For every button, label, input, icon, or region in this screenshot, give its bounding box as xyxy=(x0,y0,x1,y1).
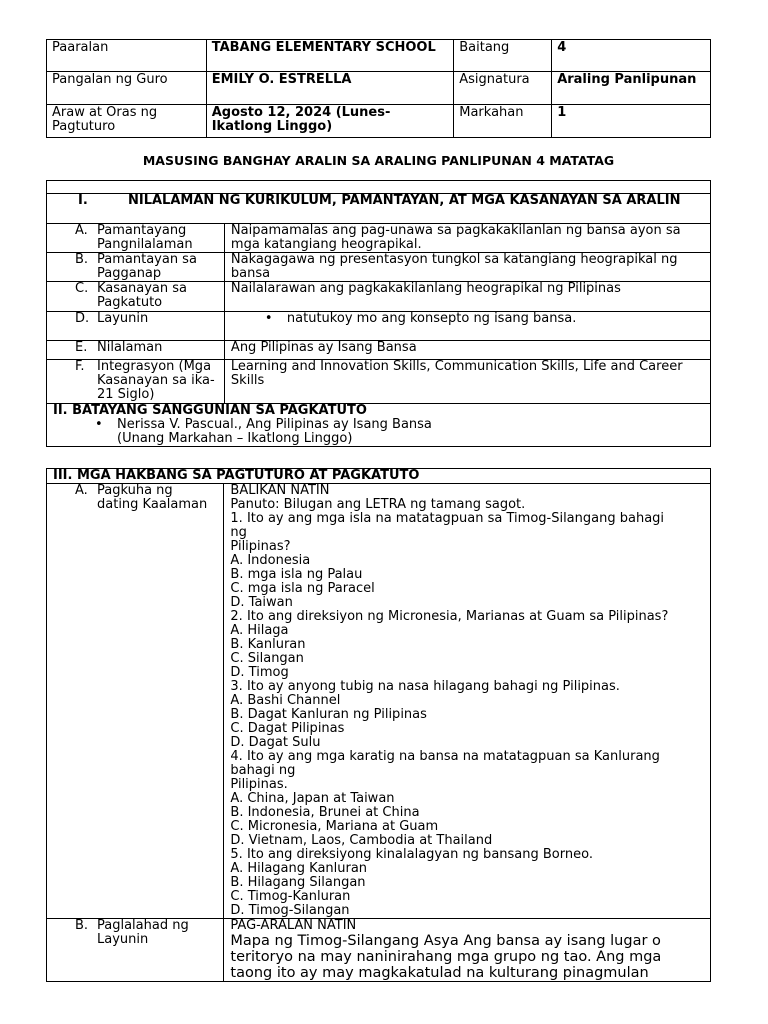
teacher-value: EMILY O. ESTRELLA xyxy=(206,72,454,105)
review-line: D. Timog xyxy=(230,665,289,680)
review-line: Pilipinas? xyxy=(230,539,291,554)
review-line: C. Micronesia, Mariana at Guam xyxy=(230,819,439,834)
row-label: Pagkuha ng dating Kaalaman xyxy=(97,483,208,512)
bullet-icon: • xyxy=(264,311,273,326)
review-line: A. Hilaga xyxy=(230,623,289,638)
review-line: B. Dagat Kanluran ng Pilipinas xyxy=(230,707,427,722)
review-line: C. mga isla ng Paracel xyxy=(230,581,375,596)
row-label: Kasanayan sa Pagkatuto xyxy=(97,281,187,310)
row-letter: F. xyxy=(75,359,85,374)
date-value: Agosto 12, 2024 (Lunes- Ikatlong Linggo) xyxy=(206,105,454,138)
review-line: BALIKAN NATIN xyxy=(230,483,330,498)
review-line: 4. Ito ay ang mga karatig na bansa na matatagpuan sa Kanlurang xyxy=(230,749,660,764)
review-line: Pilipinas. xyxy=(230,777,288,792)
lesson-text: Mapa ng Timog-Silangang Asya Ang bansa ay isang lugar o teritoryo na may naninirahang mga grupo ng tao. Ang mga taong ito ay may magkakatulad na kulturang pinagmulan xyxy=(230,933,662,981)
date-label: Araw at Oras ng Pagtuturo xyxy=(47,105,207,138)
procedure-table xyxy=(46,468,711,982)
row-letter: B. xyxy=(75,918,89,933)
row-letter: C. xyxy=(75,281,89,296)
review-line: D. Taiwan xyxy=(230,595,293,610)
review-line: C. Dagat Pilipinas xyxy=(230,721,345,736)
grade-label: Baitang xyxy=(454,40,552,72)
row-value: Ang Pilipinas ay Isang Bansa xyxy=(224,341,710,360)
row-value: Learning and Innovation Skills, Communication Skills, Life and Career Skills xyxy=(224,360,710,404)
review-line: 5. Ito ang direksiyong kinalalagyan ng bansang Borneo. xyxy=(230,847,593,862)
review-questions xyxy=(224,484,711,919)
review-line: C. Timog-Kanluran xyxy=(230,889,351,904)
row-f xyxy=(47,360,225,404)
row-value: Nakagagawa ng presentasyon tungkol sa katangiang heograpikal ng bansa xyxy=(224,253,710,282)
row-c xyxy=(47,282,225,312)
section1-heading-row xyxy=(47,194,711,224)
school-value: TABANG ELEMENTARY SCHOOL xyxy=(206,40,454,72)
row-label: Layunin xyxy=(97,311,149,326)
teacher-label: Pangalan ng Guro xyxy=(47,72,207,105)
page-title: MASUSING BANGHAY ARALIN SA ARALING PANLIPUNAN 4 MATATAG xyxy=(142,153,615,168)
review-line: D. Timog-Silangan xyxy=(230,903,350,918)
row-d xyxy=(47,312,225,341)
review-line: A. Indonesia xyxy=(230,553,311,568)
row-letter: B. xyxy=(75,252,89,267)
quarter-label: Markahan xyxy=(454,105,552,138)
row-label: Nilalaman xyxy=(97,340,163,355)
row-3b xyxy=(47,919,224,982)
subject-value: Araling Panlipunan xyxy=(552,72,711,105)
row-label: Integrasyon (Mga Kasanayan sa ika-21 Siglo) xyxy=(97,359,215,402)
lesson-presentation xyxy=(224,919,711,982)
reference-line: Nerissa V. Pascual., Ang Pilipinas ay Isang Bansa xyxy=(117,417,432,432)
row-value: Nailalarawan ang pagkakakilanlang heograpikal ng Pilipinas xyxy=(224,282,710,312)
section3-heading: III. MGA HAKBANG SA PAGTUTURO AT PAGKATUTO xyxy=(47,469,711,484)
subject-label: Asignatura xyxy=(454,72,552,105)
review-line: B. Indonesia, Brunei at China xyxy=(230,805,420,820)
review-line: 2. Ito ang direksiyon ng Micronesia, Marianas at Guam sa Pilipinas? xyxy=(230,609,669,624)
review-line: D. Vietnam, Laos, Cambodia at Thailand xyxy=(230,833,493,848)
review-line: 1. Ito ay ang mga isla na matatagpuan sa Timog-Silangang bahagi xyxy=(230,511,665,526)
quarter-value: 1 xyxy=(552,105,711,138)
review-line: ng xyxy=(230,525,247,540)
review-line: A. China, Japan at Taiwan xyxy=(230,791,395,806)
info-table xyxy=(46,39,711,138)
school-label: Paaralan xyxy=(47,40,207,72)
row-a xyxy=(47,224,225,253)
review-line: C. Silangan xyxy=(230,651,304,666)
row-value: Naipamamalas ang pag-unawa sa pagkakakilanlan ng bansa ayon sa mga katangiang heograpikal. xyxy=(224,224,710,253)
spacer-row xyxy=(47,181,711,194)
review-line: A. Hilagang Kanluran xyxy=(230,861,368,876)
review-line: B. Kanluran xyxy=(230,637,306,652)
review-line: B. mga isla ng Palau xyxy=(230,567,363,582)
section1-num: I. xyxy=(78,193,88,208)
row-value: natutukoy mo ang konsepto ng isang bansa. xyxy=(286,311,577,326)
row-3a xyxy=(47,484,224,919)
review-line: bahagi ng xyxy=(230,763,296,778)
row-e xyxy=(47,341,225,360)
review-line: 3. Ito ay anyong tubig na nasa hilagang bahagi ng Pilipinas. xyxy=(230,679,620,694)
section2-row xyxy=(47,404,711,447)
row-letter: D. xyxy=(75,311,90,326)
lesson-heading: PAG-ARALAN NATIN xyxy=(230,918,357,933)
row-label: Pamantayan sa Pagganap xyxy=(97,252,197,281)
row-letter: A. xyxy=(75,223,88,238)
review-line: B. Hilagang Silangan xyxy=(230,875,366,890)
grade-value: 4 xyxy=(552,40,711,72)
row-letter: E. xyxy=(75,340,88,355)
review-line: A. Bashi Channel xyxy=(230,693,341,708)
section1-heading: NILALAMAN NG KURIKULUM, PAMANTAYAN, AT MGA KASANAYAN SA ARALIN xyxy=(128,193,681,208)
bullet-icon: • xyxy=(95,417,103,432)
review-line: Panuto: Bilugan ang LETRA ng tamang sagot. xyxy=(230,497,526,512)
row-b xyxy=(47,253,225,282)
section2-heading: II. BATAYANG SANGGUNIAN SA PAGKATUTO xyxy=(53,403,367,418)
row-d-value xyxy=(224,312,710,341)
curriculum-table xyxy=(46,180,711,447)
row-label: Pamantayang Pangnilalaman xyxy=(97,223,193,252)
reference-subline: (Unang Markahan – Ikatlong Linggo) xyxy=(117,431,353,446)
row-label: Paglalahad ng Layunin xyxy=(97,918,189,947)
row-letter: A. xyxy=(75,483,88,498)
review-line: D. Dagat Sulu xyxy=(230,735,321,750)
